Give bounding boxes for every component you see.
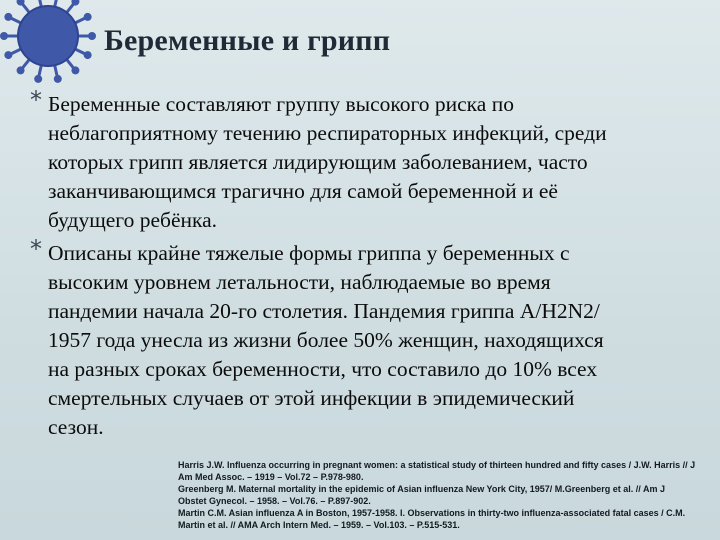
virus-spike-tip: [88, 32, 96, 40]
virus-spike-tip: [4, 51, 12, 59]
paragraph-2-line: высоким уровнем летальности, наблюдаемые во время: [48, 270, 551, 294]
virus-spike-tip: [84, 13, 92, 21]
paragraph-1-line: будущего ребёнка.: [48, 208, 218, 232]
virus-spike-tip: [71, 66, 79, 74]
paragraph-2: [30, 235, 700, 442]
paragraph-2-line: сезон.: [48, 415, 104, 439]
bullet-2: *: [30, 235, 42, 263]
paragraph-1-line: Беременные составляют группу высокого риска по: [48, 92, 514, 116]
virus-spike-tip: [4, 13, 12, 21]
paragraph-1: [30, 86, 700, 235]
reference-line: Martin C.M. Asian influenza A in Boston, 1957-1958. I. Observations in thirty-two influenza-associated fatal cases / C.M.: [178, 508, 686, 518]
paragraph-1-line: неблагоприятному течению респираторных инфекций, среди: [48, 121, 607, 145]
virus-spike-tip: [84, 51, 92, 59]
reference-line: Greenberg M. Maternal mortality in the epidemic of Asian influenza New York City, 1957/ M.Greenberg et al. // Am J: [178, 484, 665, 494]
paragraph-2-line: 1957 года унесла из жизни более 50% женщин, находящихся: [48, 328, 604, 352]
references: [178, 459, 710, 531]
paragraph-1-line: заканчивающимся трагично для самой беременной и её: [48, 179, 558, 203]
reference-line: Harris J.W. Influenza occurring in pregnant women: a statistical study of thirteen hundred and fifty cases / J.W. Harris // J: [178, 460, 696, 470]
paragraph-2-line: смертельных случаев от этой инфекции в эпидемический: [48, 386, 575, 410]
virus-spike-tip: [54, 75, 62, 83]
paragraph-2-line: на разных сроках беременности, что составило до 10% всех: [48, 357, 598, 381]
reference-line: Am Med Assoc. – 1919 – Vol.72 – P.978-980.: [178, 472, 364, 482]
virus-spike-tip: [34, 75, 42, 83]
virus-spike-tip: [0, 32, 8, 40]
virus-spike-tip: [17, 66, 25, 74]
slide-body: [30, 86, 700, 442]
reference-line: Martin et al. // AMA Arch Intern Med. – 1959. – Vol.103. – P.515-531.: [178, 520, 460, 530]
bullet-1: *: [30, 86, 42, 114]
reference-line: Obstet Gynecol. – 1958. – Vol.76. – P.897-902.: [178, 496, 371, 506]
paragraph-2-line: Описаны крайне тяжелые формы гриппа у беременных с: [48, 241, 570, 265]
paragraph-1-line: которых грипп является лидирующим заболеванием, часто: [48, 150, 588, 174]
paragraph-2-line: пандемии начала 20-го столетия. Пандемия гриппа А/H2N2/: [48, 299, 600, 323]
slide-title: Беременные и грипп: [104, 24, 391, 57]
virus-icon: [0, 0, 98, 86]
